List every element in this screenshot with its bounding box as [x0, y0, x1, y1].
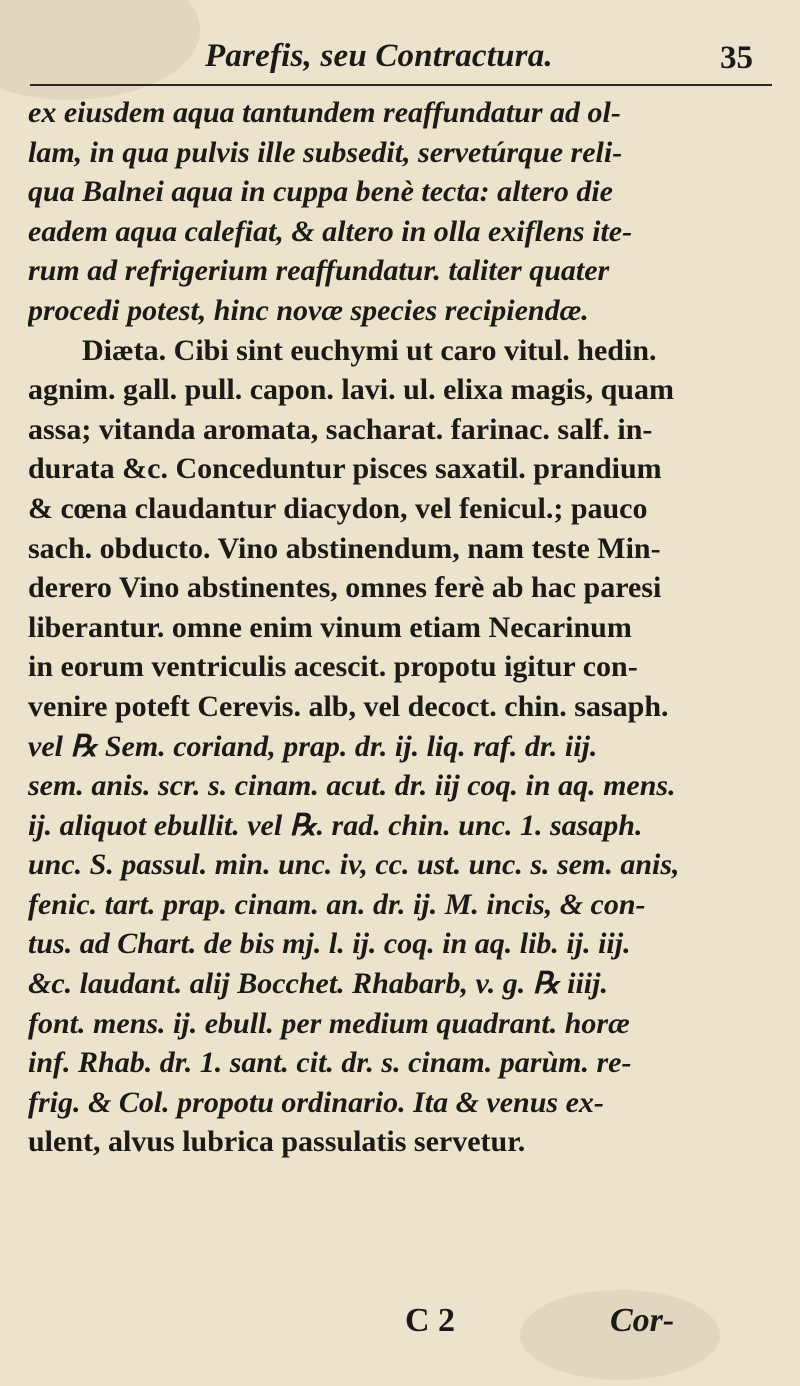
- text-line: tus. ad Chart. de bis mj. l. ij. coq. in aq. lib. ij. iij.: [28, 927, 631, 961]
- header-rule: [30, 84, 772, 86]
- page-number: 35: [720, 40, 753, 76]
- text-line: agnim. gall. pull. capon. lavi. ul. elixa magis, quam: [28, 373, 674, 407]
- text-line: unc. S. passul. min. unc. iv, cc. ust. unc. s. sem. anis,: [28, 848, 680, 882]
- text-line: sach. obducto. Vino abstinendum, nam teste Min-: [28, 531, 661, 565]
- text-line: venire poteft Cerevis. alb, vel decoct. chin. sasaph.: [28, 689, 669, 723]
- text-line: rum ad refrigerium reaffundatur. taliter quater: [28, 254, 610, 288]
- catchword: Cor-: [610, 1302, 675, 1339]
- text-line: ulent, alvus lubrica passulatis servetur.: [28, 1125, 526, 1159]
- text-line: qua Balnei aqua in cuppa benè tecta: altero die: [28, 175, 613, 209]
- text-line: derero Vino abstinentes, omnes ferè ab hac paresi: [28, 571, 662, 605]
- text-line: liberantur. omne enim vinum etiam Necarinum: [28, 610, 632, 644]
- text-line: vel ℞ Sem. coriand, prap. dr. ij. liq. raf. dr. iij.: [28, 729, 598, 763]
- text-line: Diæta. Cibi sint euchymi ut caro vitul. hedin.: [82, 333, 657, 367]
- text-line: eadem aqua calefiat, & altero in olla exiflens ite-: [28, 214, 633, 248]
- text-line: & cœna claudantur diacydon, vel fenicul.; pauco: [28, 491, 648, 525]
- text-line: procedi potest, hinc novæ species recipiendæ.: [28, 293, 589, 327]
- text-line: ex eiusdem aqua tantundem reaffundatur ad ol-: [28, 96, 621, 129]
- running-head: Parefis, seu Contractura.: [205, 38, 553, 74]
- text-line: lam, in qua pulvis ille subsedit, servetúrque reli-: [28, 135, 623, 169]
- text-line: fenic. tart. prap. cinam. an. dr. ij. M. incis, & con-: [28, 887, 646, 921]
- text-line: ij. aliquot ebullit. vel ℞. rad. chin. unc. 1. sasaph.: [28, 808, 643, 842]
- text-line: assa; vitanda aromata, sacharat. farinac. salf. in-: [28, 412, 653, 446]
- body-text: [28, 93, 788, 1162]
- text-line: font. mens. ij. ebull. per medium quadrant. horæ: [28, 1006, 630, 1040]
- text-line: &c. laudant. alij Bocchet. Rhabarb, v. g. ℞ iiij.: [28, 967, 608, 1001]
- signature-mark: C 2: [405, 1302, 456, 1339]
- text-line: frig. & Col. propotu ordinario. Ita & venus ex-: [28, 1085, 604, 1119]
- text-line: inf. Rhab. dr. 1. sant. cit. dr. s. cinam. parùm. re-: [28, 1046, 632, 1080]
- page-header: [0, 38, 800, 78]
- page-footer: [0, 1302, 800, 1352]
- text-line: sem. anis. scr. s. cinam. acut. dr. iij coq. in aq. mens.: [28, 769, 676, 803]
- text-line: durata &c. Conceduntur pisces saxatil. prandium: [28, 452, 662, 486]
- text-line: in eorum ventriculis acescit. propotu igitur con-: [28, 650, 638, 684]
